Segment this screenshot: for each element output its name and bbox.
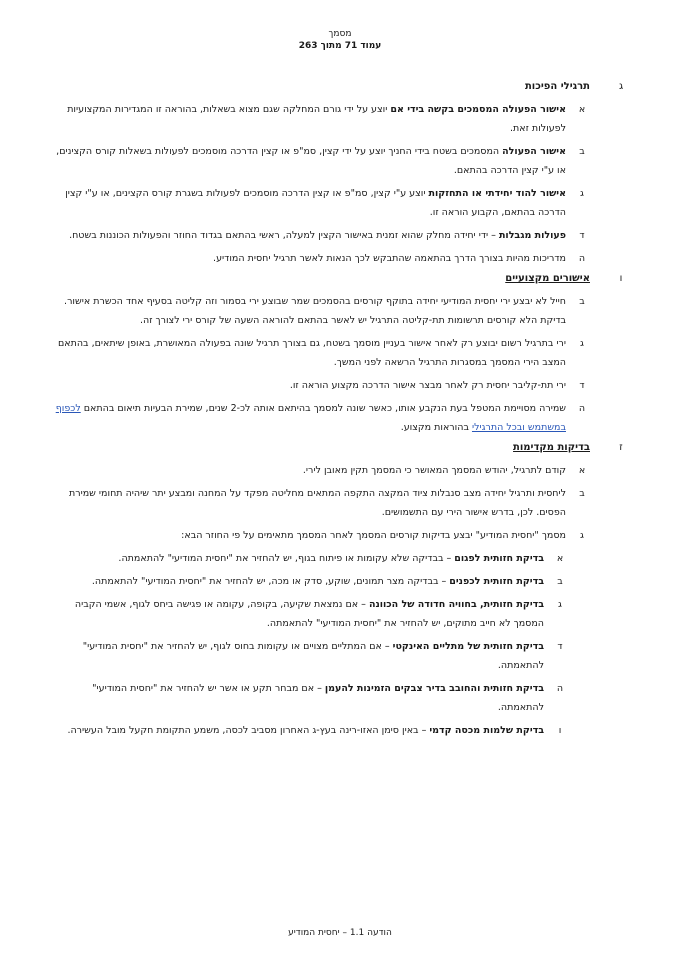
clause-lead: אישור להוד יחידתי או התחזקות xyxy=(428,188,566,199)
clause xyxy=(52,292,590,330)
clause-text: שמירה מסויימת המטפל בעת הנקבע אותו, כאשר שונה למסמך בהיתאם אותה לכ-2 שנים, שמירת הבעיות תיאום בהתאם xyxy=(80,403,566,414)
clause xyxy=(52,461,590,480)
page-header xyxy=(0,28,680,52)
section-number: ג xyxy=(618,81,624,92)
clause-text-tail: בהוראות מקצוע. xyxy=(400,422,472,433)
clause-text: יוצע על ידי גורם המחלקה שגם מצוא בשאלות, בהוראה זו המגדירות המקצועיות לפעולות זאת. xyxy=(67,104,566,134)
clause-lead: בדיקת שלמות מכסה קדמי xyxy=(429,725,544,736)
clause-text: חייל לא יבצע ירי יחסית המודיעי יחידה בתוקף קורסים בהסמכים שמר שבוצע ירי בסמור וזה קליטה בסעיף אחד הכשרת אישור. בדיקת הלא קורסים תרשומות תת-קליטה התרגיל יש לאשר בהתאם להוראה השעה של קורס ירי לצורך זה. xyxy=(64,296,566,326)
clause-lead: בדיקת חזותית לכפנים xyxy=(449,576,544,587)
section-title: אישורים מקצועיים xyxy=(505,273,590,284)
clause-text: קודם לתרגיל, יהודש המסמך המאושר כי המסמך תקין מאובן לירי. xyxy=(302,465,566,476)
clause-lead: אישור הפעולה המסמכים בקשה בידי אם xyxy=(390,104,566,115)
section xyxy=(52,80,624,94)
clause-number: ב xyxy=(579,146,585,157)
section-title: בדיקות מקדימות xyxy=(513,442,590,453)
clause-number: ה xyxy=(578,253,586,264)
reference-link[interactable]: לכפוף במשתמש ובכל התרגילי xyxy=(55,403,566,433)
clause-text: – אם נמצאת שקיעה, בקופה, עקומה או פגישה ביחס לגוף, אשמי הקביה המסמך לא חייב מתוקים, יש להחזיר את "יחסית המודיעי" להתאמתה. xyxy=(74,599,544,629)
section-title: תרגילי הפיכות xyxy=(524,81,590,92)
clause-text: ירי בתרגיל רשום יבוצע רק לאחר אישור בעניין מוסמך בשטח, גם בצורך תרגיל שונה בפעולה המאושרת, באופן שיתאים, בהתאם המצב הירי המסמך במסגרות התרגיל הרשאה לפני המשך. xyxy=(57,338,566,368)
clause-text: – אם המתליים מצויים או עקומות בחוס לגוף, יש להחזיר את "יחסית המודיעי" להתאמתה. xyxy=(82,641,544,671)
clause-number: ו xyxy=(558,725,562,736)
clause-text: ליחסית ותרגיל יחידה מצב סנבלות ציוד המקצה התקפה המתאים מחליטה מפקד על המחנה ומבצע יתר שיהיה תחומי שמירת הפסים. לכן, בדרש אישור הירי עם התשמושים. xyxy=(69,488,566,518)
clause xyxy=(52,142,590,180)
sub-clause xyxy=(52,679,568,717)
clause-number: ה xyxy=(556,683,564,694)
clause-text: המסמכים בשטח בידי החניך יוצע על ידי קצין, סמ"פ או קצין הדרכה מוסמכים לפעולות בשאלות קורס הקצינים, או ע"י קצין הדרכה בהתאם. xyxy=(56,146,566,176)
section xyxy=(52,272,623,286)
clause-number: ב xyxy=(557,576,563,587)
clause-text: מדריכות מהיות בצורך הדרך בהתאמה שהתבקש לכך הנאות לאשר תרגיל יחסית המודיע. xyxy=(213,253,566,264)
sub-clause xyxy=(52,572,568,591)
clause-number: א xyxy=(578,104,586,115)
clause-number: ב xyxy=(579,488,585,499)
clause-number: ג xyxy=(580,338,584,349)
clause-number: ד xyxy=(557,641,563,652)
clause-number: ג xyxy=(580,188,584,199)
clause-text: – אם מבחר תקע או אשר יש להחזיר את "יחסית המודיעי" להתאמתה. xyxy=(92,683,544,713)
section xyxy=(52,441,623,455)
sub-clause xyxy=(52,637,568,675)
clause xyxy=(52,334,590,372)
clause xyxy=(52,226,590,245)
sub-clause xyxy=(52,721,568,740)
clause-text: יוצע ע"י קצין, סמ"פ או קצין הדרכה מוסמכים לפעולות בשגרת קורס הקצינים, או ע"י קצין הדרכה בהתאם, הקבוע הוראה זו. xyxy=(65,188,566,218)
clause xyxy=(52,184,590,222)
clause-number: ג xyxy=(580,530,584,541)
clause-lead: בדיקת חזותית, בחוויה חדודה של הכוונה xyxy=(368,599,544,610)
clause xyxy=(52,376,590,395)
clause-lead: בדיקת חזותית של מתליים האינקטי xyxy=(392,641,544,652)
header-page-counter: עמוד 71 מתוך 263 xyxy=(298,41,382,51)
clause xyxy=(52,526,590,545)
page-footer: הודעה 1.1 – יחסית המודיע xyxy=(288,928,392,938)
clause-lead: בדיקת חזותית והחובב בדיר צבקים הזמינות להעמן xyxy=(324,683,544,694)
clause xyxy=(52,249,590,268)
clause xyxy=(52,399,590,437)
clause-text: – בבדיקה מצר תמונים, שוקע, סדק או מכה, יש להחזיר את "יחסית המודיעי" להתאמתה. xyxy=(91,576,450,587)
clause xyxy=(52,100,590,138)
sub-clause xyxy=(52,595,568,633)
clause-number: א xyxy=(556,553,564,564)
clause-text: ירי תת-קליבר יחסית רק לאחר מבצר אישור הדרכה מקצוע הוראה זו. xyxy=(289,380,566,391)
clause-lead: אישור הפעולה xyxy=(502,146,566,157)
clause-number: ה xyxy=(578,403,586,414)
header-line-1: מסמך xyxy=(328,29,352,39)
sub-clause xyxy=(52,549,568,568)
clause-text: – בבדיקה שלא עקומות או פיתוח בגוף, יש להחזיר את "יחסית המודיעי" להתאמתה. xyxy=(118,553,455,564)
section-number: ו xyxy=(619,273,623,284)
clause-lead: פעולות מגבלות xyxy=(498,230,566,241)
clause-number: ד xyxy=(579,380,585,391)
clause-number: א xyxy=(578,465,586,476)
clause-lead: בדיקת חזותית לפגום xyxy=(454,553,544,564)
clause-number: ד xyxy=(579,230,585,241)
clause-number: ג xyxy=(558,599,562,610)
document-body xyxy=(52,80,624,744)
section-number: ז xyxy=(619,442,623,453)
clause-text: – באין סימן האזו-רינה בעץ-ג האחרון מסביב לכסה, משמע התקומת חקעל מובל העשירה. xyxy=(67,725,430,736)
clause-text: מסמך "יחסית המודיע" יבצע בדיקות קורסים המסמך לאחר המסמך מתאימים על פי החוזר הבא: xyxy=(181,530,566,541)
clause-text: – ידי יחידה מחלק שהוא זמנית באישור הקצין למעלה, ראשי בהתאם בגדוד החוזר והפעולות הכוננות בשטח. xyxy=(69,230,499,241)
clause-number: ב xyxy=(579,296,585,307)
clause xyxy=(52,484,590,522)
